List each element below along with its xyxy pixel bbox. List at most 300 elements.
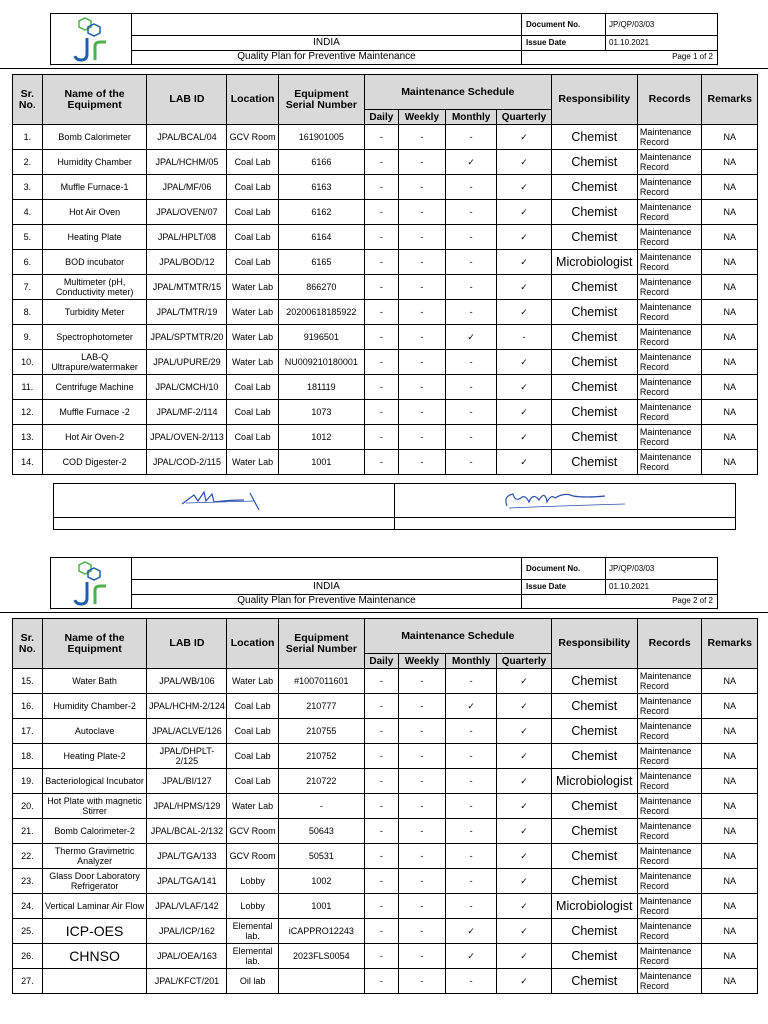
remarks-cell: NA <box>702 669 758 694</box>
responsibility-cell: Chemist <box>551 350 637 375</box>
sr-cell: 13. <box>13 425 43 450</box>
serial-number-cell: NU009210180001 <box>278 350 364 375</box>
sr-cell: 12. <box>13 400 43 425</box>
monthly-cell: - <box>445 425 496 450</box>
serial-number-cell: 210752 <box>278 744 364 769</box>
lab-id-cell: JPAL/HPMS/129 <box>147 794 227 819</box>
remarks-cell: NA <box>702 150 758 175</box>
remarks-cell: NA <box>702 300 758 325</box>
weekly-cell: - <box>398 425 445 450</box>
quarterly-cell: ✓ <box>497 200 551 225</box>
serial-number-cell: 1012 <box>278 425 364 450</box>
equipment-name-cell: LAB-Q Ultrapure/watermaker <box>42 350 147 375</box>
remarks-cell: NA <box>702 719 758 744</box>
daily-cell: - <box>364 325 398 350</box>
location-cell: Elemental lab. <box>227 944 278 969</box>
weekly-cell: - <box>398 350 445 375</box>
monthly-cell: ✓ <box>445 694 496 719</box>
col-remarks: Remarks <box>702 619 758 669</box>
location-cell: Oil lab <box>227 969 278 994</box>
monthly-cell: - <box>445 450 496 475</box>
location-cell: GCV Room <box>227 819 278 844</box>
equipment-name-cell: Muffle Furnace -2 <box>42 400 147 425</box>
responsibility-cell: Chemist <box>551 175 637 200</box>
daily-cell: - <box>364 794 398 819</box>
signature-approved <box>395 484 736 518</box>
weekly-cell: - <box>398 894 445 919</box>
records-cell: Maintenance Record <box>637 694 702 719</box>
col-records: Records <box>637 619 702 669</box>
weekly-cell: - <box>398 794 445 819</box>
table-row <box>13 769 758 794</box>
remarks-cell: NA <box>702 919 758 944</box>
weekly-cell: - <box>398 125 445 150</box>
equipment-name-cell: Vertical Laminar Air Flow <box>42 894 147 919</box>
remarks-cell: NA <box>702 894 758 919</box>
location-cell: Coal Lab <box>227 769 278 794</box>
lab-id-cell: JPAL/ACLVE/126 <box>147 719 227 744</box>
responsibility-cell: Chemist <box>551 125 637 150</box>
location-cell: Coal Lab <box>227 400 278 425</box>
equipment-name-cell: Muffle Furnace-1 <box>42 175 147 200</box>
weekly-cell: - <box>398 744 445 769</box>
doc-no-label: Document No. <box>522 14 606 36</box>
daily-cell: - <box>364 819 398 844</box>
daily-cell: - <box>364 400 398 425</box>
issue-date-value: 01.10.2021 <box>606 36 718 50</box>
daily-cell: - <box>364 919 398 944</box>
weekly-cell: - <box>398 769 445 794</box>
header-country: INDIA <box>132 580 522 594</box>
lab-id-cell: JPAL/UPURE/29 <box>147 350 227 375</box>
sr-cell: 6. <box>13 250 43 275</box>
maintenance-table-page1 <box>12 74 758 475</box>
handwritten-signature-right-icon <box>395 484 735 512</box>
weekly-cell: - <box>398 919 445 944</box>
sr-cell: 9. <box>13 325 43 350</box>
lab-id-cell: JPAL/DHPLT-2/125 <box>147 744 227 769</box>
remarks-cell: NA <box>702 225 758 250</box>
table-row <box>13 794 758 819</box>
lab-id-cell: JPAL/HCHM-2/124 <box>147 694 227 719</box>
table-row <box>13 869 758 894</box>
table-row <box>13 969 758 994</box>
responsibility-cell: Chemist <box>551 744 637 769</box>
table-row <box>13 744 758 769</box>
quarterly-cell: ✓ <box>497 969 551 994</box>
col-weekly: Weekly <box>398 110 445 125</box>
daily-cell: - <box>364 350 398 375</box>
lab-id-cell: JPAL/OVEN/07 <box>147 200 227 225</box>
records-cell: Maintenance Record <box>637 225 702 250</box>
sr-cell: 5. <box>13 225 43 250</box>
equipment-name-cell: Heating Plate <box>42 225 147 250</box>
daily-cell: - <box>364 275 398 300</box>
weekly-cell: - <box>398 400 445 425</box>
monthly-cell: - <box>445 794 496 819</box>
company-logo-icon <box>69 560 113 606</box>
sr-cell: 1. <box>13 125 43 150</box>
serial-number-cell: 210722 <box>278 769 364 794</box>
monthly-cell: ✓ <box>445 944 496 969</box>
company-logo-cell <box>51 14 132 65</box>
location-cell: Coal Lab <box>227 425 278 450</box>
daily-cell: - <box>364 669 398 694</box>
lab-id-cell: JPAL/MTMTR/15 <box>147 275 227 300</box>
lab-id-cell: JPAL/VLAF/142 <box>147 894 227 919</box>
signature-prepared <box>54 484 395 518</box>
remarks-cell: NA <box>702 450 758 475</box>
location-cell: Water Lab <box>227 325 278 350</box>
serial-number-cell: 1001 <box>278 450 364 475</box>
sr-cell: 7. <box>13 275 43 300</box>
responsibility-cell: Microbiologist <box>551 250 637 275</box>
weekly-cell: - <box>398 225 445 250</box>
lab-id-cell: JPAL/HCHM/05 <box>147 150 227 175</box>
weekly-cell: - <box>398 375 445 400</box>
sr-cell: 20. <box>13 794 43 819</box>
quarterly-cell: ✓ <box>497 400 551 425</box>
col-location: Location <box>227 75 278 125</box>
table-row <box>13 350 758 375</box>
records-cell: Maintenance Record <box>637 969 702 994</box>
header-blank-cell <box>132 558 522 580</box>
monthly-cell: - <box>445 375 496 400</box>
sr-cell: 15. <box>13 669 43 694</box>
daily-cell: - <box>364 844 398 869</box>
quarterly-cell: ✓ <box>497 819 551 844</box>
responsibility-cell: Chemist <box>551 300 637 325</box>
col-responsibility: Responsibility <box>551 619 637 669</box>
doc-no-value: JP/QP/03/03 <box>606 14 718 36</box>
lab-id-cell: JPAL/OEA/163 <box>147 944 227 969</box>
weekly-cell: - <box>398 250 445 275</box>
responsibility-cell: Chemist <box>551 225 637 250</box>
location-cell: Coal Lab <box>227 150 278 175</box>
sr-cell: 3. <box>13 175 43 200</box>
location-cell: GCV Room <box>227 125 278 150</box>
equipment-name-cell: COD Digester-2 <box>42 450 147 475</box>
sr-cell: 21. <box>13 819 43 844</box>
header-rule <box>0 612 768 613</box>
sr-cell: 14. <box>13 450 43 475</box>
daily-cell: - <box>364 150 398 175</box>
monthly-cell: ✓ <box>445 325 496 350</box>
records-cell: Maintenance Record <box>637 869 702 894</box>
weekly-cell: - <box>398 694 445 719</box>
remarks-cell: NA <box>702 819 758 844</box>
sr-cell: 17. <box>13 719 43 744</box>
records-cell: Maintenance Record <box>637 300 702 325</box>
issue-date-label: Issue Date <box>522 580 606 594</box>
location-cell: Elemental lab. <box>227 919 278 944</box>
sr-cell: 25. <box>13 919 43 944</box>
sr-cell: 10. <box>13 350 43 375</box>
table-row <box>13 944 758 969</box>
records-cell: Maintenance Record <box>637 669 702 694</box>
issue-date-label: Issue Date <box>522 36 606 50</box>
responsibility-cell: Chemist <box>551 200 637 225</box>
sr-cell: 27. <box>13 969 43 994</box>
equipment-name-cell: CHNSO <box>42 944 147 969</box>
header-country: INDIA <box>132 36 522 50</box>
daily-cell: - <box>364 744 398 769</box>
sr-cell: 24. <box>13 894 43 919</box>
table-row <box>13 375 758 400</box>
location-cell: Water Lab <box>227 669 278 694</box>
monthly-cell: - <box>445 175 496 200</box>
col-name: Name of the Equipment <box>42 75 147 125</box>
equipment-name-cell: Hot Plate with magnetic Stirrer <box>42 794 147 819</box>
table-row <box>13 894 758 919</box>
daily-cell: - <box>364 450 398 475</box>
daily-cell: - <box>364 694 398 719</box>
monthly-cell: - <box>445 400 496 425</box>
doc-no-value: JP/QP/03/03 <box>606 558 718 580</box>
location-cell: Lobby <box>227 869 278 894</box>
equipment-name-cell: Heating Plate-2 <box>42 744 147 769</box>
responsibility-cell: Chemist <box>551 694 637 719</box>
table-row <box>13 425 758 450</box>
table-row <box>13 919 758 944</box>
quarterly-cell: ✓ <box>497 694 551 719</box>
table-row <box>13 250 758 275</box>
remarks-cell: NA <box>702 350 758 375</box>
table-row <box>13 175 758 200</box>
serial-number-cell <box>278 969 364 994</box>
monthly-cell: ✓ <box>445 150 496 175</box>
equipment-name-cell: Humidity Chamber-2 <box>42 694 147 719</box>
remarks-cell: NA <box>702 794 758 819</box>
lab-id-cell: JPAL/KFCT/201 <box>147 969 227 994</box>
location-cell: Coal Lab <box>227 375 278 400</box>
lab-id-cell: JPAL/CMCH/10 <box>147 375 227 400</box>
remarks-cell: NA <box>702 275 758 300</box>
table-row <box>13 819 758 844</box>
serial-number-cell: 6165 <box>278 250 364 275</box>
serial-number-cell: 6166 <box>278 150 364 175</box>
monthly-cell: - <box>445 275 496 300</box>
page2-header <box>50 557 718 609</box>
monthly-cell: - <box>445 769 496 794</box>
lab-id-cell: JPAL/COD-2/115 <box>147 450 227 475</box>
company-logo-icon <box>69 16 113 62</box>
lab-id-cell: JPAL/TMTR/19 <box>147 300 227 325</box>
serial-number-cell: 210777 <box>278 694 364 719</box>
location-cell: Water Lab <box>227 794 278 819</box>
quarterly-cell: ✓ <box>497 300 551 325</box>
monthly-cell: - <box>445 200 496 225</box>
quarterly-cell: ✓ <box>497 844 551 869</box>
equipment-name-cell: Water Bath <box>42 669 147 694</box>
sr-cell: 23. <box>13 869 43 894</box>
remarks-cell: NA <box>702 375 758 400</box>
daily-cell: - <box>364 719 398 744</box>
responsibility-cell: Chemist <box>551 944 637 969</box>
weekly-cell: - <box>398 275 445 300</box>
monthly-cell: - <box>445 300 496 325</box>
serial-number-cell: 866270 <box>278 275 364 300</box>
table-row <box>13 325 758 350</box>
quarterly-cell: ✓ <box>497 744 551 769</box>
remarks-cell: NA <box>702 250 758 275</box>
remarks-cell: NA <box>702 869 758 894</box>
sr-cell: 19. <box>13 769 43 794</box>
col-monthly: Monthly <box>445 110 496 125</box>
serial-number-cell: 6164 <box>278 225 364 250</box>
table-row <box>13 694 758 719</box>
records-cell: Maintenance Record <box>637 150 702 175</box>
equipment-name-cell: Bomb Calorimeter <box>42 125 147 150</box>
records-cell: Maintenance Record <box>637 350 702 375</box>
daily-cell: - <box>364 200 398 225</box>
location-cell: Coal Lab <box>227 175 278 200</box>
serial-number-cell: 1001 <box>278 894 364 919</box>
lab-id-cell: JPAL/BI/127 <box>147 769 227 794</box>
equipment-name-cell: Spectrophotometer <box>42 325 147 350</box>
company-logo-cell <box>51 558 132 609</box>
header-title: Quality Plan for Preventive Maintenance <box>132 594 522 608</box>
serial-number-cell: #1007011601 <box>278 669 364 694</box>
table-row <box>13 275 758 300</box>
weekly-cell: - <box>398 719 445 744</box>
table-row <box>13 719 758 744</box>
serial-number-cell: - <box>278 794 364 819</box>
quarterly-cell: ✓ <box>497 669 551 694</box>
quarterly-cell: ✓ <box>497 150 551 175</box>
monthly-cell: - <box>445 819 496 844</box>
sr-cell: 11. <box>13 375 43 400</box>
quarterly-cell: ✓ <box>497 869 551 894</box>
table-row <box>13 225 758 250</box>
lab-id-cell: JPAL/ICP/162 <box>147 919 227 944</box>
records-cell: Maintenance Record <box>637 719 702 744</box>
col-quarterly: Quarterly <box>497 110 551 125</box>
lab-id-cell: JPAL/OVEN-2/113 <box>147 425 227 450</box>
sr-cell: 8. <box>13 300 43 325</box>
monthly-cell: - <box>445 719 496 744</box>
location-cell: Coal Lab <box>227 250 278 275</box>
quarterly-cell: ✓ <box>497 375 551 400</box>
serial-number-cell: 6163 <box>278 175 364 200</box>
weekly-cell: - <box>398 450 445 475</box>
location-cell: Water Lab <box>227 275 278 300</box>
issue-date-value: 01.10.2021 <box>606 580 718 594</box>
weekly-cell: - <box>398 869 445 894</box>
signature-approved-name <box>395 518 736 530</box>
equipment-name-cell: Bacteriological Incubator <box>42 769 147 794</box>
remarks-cell: NA <box>702 969 758 994</box>
header-blank-cell <box>132 14 522 36</box>
col-weekly: Weekly <box>398 654 445 669</box>
table-row <box>13 844 758 869</box>
responsibility-cell: Chemist <box>551 969 637 994</box>
serial-number-cell: 161901005 <box>278 125 364 150</box>
records-cell: Maintenance Record <box>637 794 702 819</box>
serial-number-cell: 181119 <box>278 375 364 400</box>
remarks-cell: NA <box>702 744 758 769</box>
table-row <box>13 150 758 175</box>
daily-cell: - <box>364 944 398 969</box>
col-quarterly: Quarterly <box>497 654 551 669</box>
responsibility-cell: Chemist <box>551 275 637 300</box>
remarks-cell: NA <box>702 175 758 200</box>
lab-id-cell: JPAL/SPTMTR/20 <box>147 325 227 350</box>
responsibility-cell: Chemist <box>551 450 637 475</box>
page-number: Page 2 of 2 <box>522 594 718 608</box>
remarks-cell: NA <box>702 425 758 450</box>
responsibility-cell: Chemist <box>551 400 637 425</box>
weekly-cell: - <box>398 819 445 844</box>
responsibility-cell: Chemist <box>551 669 637 694</box>
records-cell: Maintenance Record <box>637 744 702 769</box>
quarterly-cell: ✓ <box>497 769 551 794</box>
quarterly-cell: ✓ <box>497 350 551 375</box>
lab-id-cell: JPAL/HPLT/08 <box>147 225 227 250</box>
col-monthly: Monthly <box>445 654 496 669</box>
serial-number-cell: iCAPPRO12243 <box>278 919 364 944</box>
col-daily: Daily <box>364 654 398 669</box>
monthly-cell: - <box>445 669 496 694</box>
daily-cell: - <box>364 125 398 150</box>
daily-cell: - <box>364 769 398 794</box>
remarks-cell: NA <box>702 400 758 425</box>
equipment-name-cell: Hot Air Oven-2 <box>42 425 147 450</box>
equipment-name-cell: BOD incubator <box>42 250 147 275</box>
table-row <box>13 200 758 225</box>
serial-number-cell: 50643 <box>278 819 364 844</box>
responsibility-cell: Chemist <box>551 819 637 844</box>
quarterly-cell: ✓ <box>497 425 551 450</box>
responsibility-cell: Chemist <box>551 375 637 400</box>
records-cell: Maintenance Record <box>637 250 702 275</box>
records-cell: Maintenance Record <box>637 325 702 350</box>
daily-cell: - <box>364 869 398 894</box>
quarterly-cell: ✓ <box>497 944 551 969</box>
daily-cell: - <box>364 969 398 994</box>
table-row <box>13 300 758 325</box>
col-responsibility: Responsibility <box>551 75 637 125</box>
sr-cell: 16. <box>13 694 43 719</box>
col-name: Name of the Equipment <box>42 619 147 669</box>
sr-cell: 22. <box>13 844 43 869</box>
records-cell: Maintenance Record <box>637 125 702 150</box>
equipment-name-cell: ICP-OES <box>42 919 147 944</box>
col-sr: Sr. No. <box>13 619 43 669</box>
col-serial: Equipment Serial Number <box>278 619 364 669</box>
quarterly-cell: ✓ <box>497 450 551 475</box>
responsibility-cell: Chemist <box>551 844 637 869</box>
weekly-cell: - <box>398 325 445 350</box>
daily-cell: - <box>364 375 398 400</box>
monthly-cell: - <box>445 744 496 769</box>
location-cell: Water Lab <box>227 300 278 325</box>
location-cell: Coal Lab <box>227 719 278 744</box>
records-cell: Maintenance Record <box>637 844 702 869</box>
daily-cell: - <box>364 225 398 250</box>
records-cell: Maintenance Record <box>637 375 702 400</box>
equipment-name-cell <box>42 969 147 994</box>
quarterly-cell: ✓ <box>497 894 551 919</box>
remarks-cell: NA <box>702 694 758 719</box>
equipment-name-cell: Turbidity Meter <box>42 300 147 325</box>
col-remarks: Remarks <box>702 75 758 125</box>
serial-number-cell: 210755 <box>278 719 364 744</box>
remarks-cell: NA <box>702 200 758 225</box>
equipment-name-cell: Glass Door Laboratory Refrigerator <box>42 869 147 894</box>
lab-id-cell: JPAL/WB/106 <box>147 669 227 694</box>
remarks-cell: NA <box>702 325 758 350</box>
